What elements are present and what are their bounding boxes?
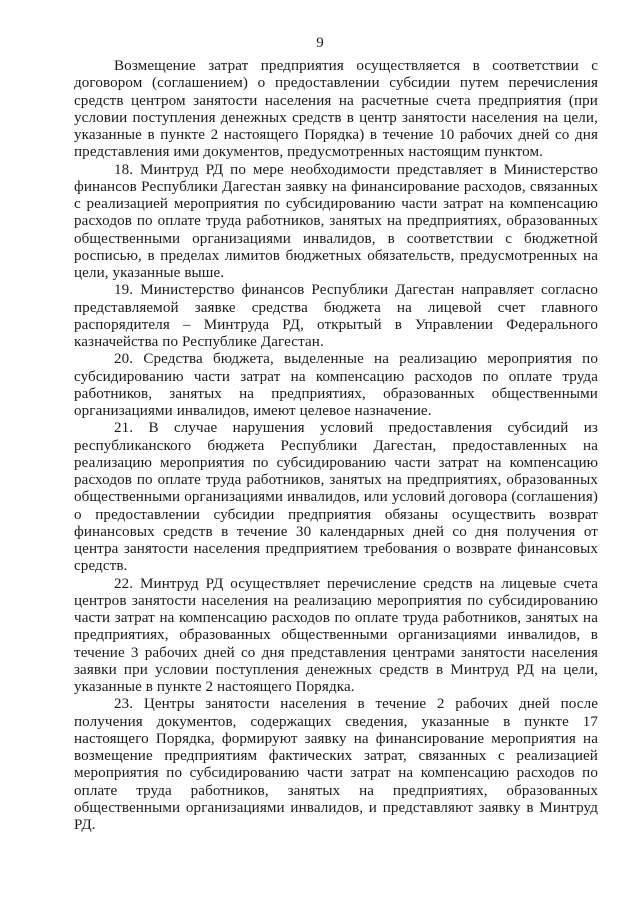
paragraph-22: 22. Минтруд РД осуществляет перечисление средств на лицевые счета центров занятости населения на реализацию мероприятия по субсидированию части затрат на компенсацию расходов по оплате труда работников, занятых на предприятиях, образованных общественными организациями инвалидов, в течение 3 рабочих дней со дня представления центрами занятости населения заявки при условии поступления денежных средств в Минтруд РД на цели, указанные в пункте 2 настоящего Порядка. (74, 575, 598, 695)
paragraph-reimbursement: Возмещение затрат предприятия осуществляется в соответствии с договором (соглашением) о предоставлении субсидии путем перечисления средств центром занятости населения на расчетные счета предприятия (при условии поступления денежных средств в центр занятости населения на цели, указанные в пункте 2 настоящего Порядка) в течение 10 рабочих дней со дня представления ими документов, предусмотренных настоящим пунктом. (74, 58, 598, 161)
paragraph-20: 20. Средства бюджета, выделенные на реализацию мероприятия по субсидированию части затрат на компенсацию расходов по оплате труда работников, занятых на предприятиях, образованных общественными организациями инвалидов, имеют целевое назначение. (74, 351, 598, 419)
paragraph-18: 18. Минтруд РД по мере необходимости представляет в Министерство финансов Республики Дагестан заявку на финансирование расходов, связанных с реализацией мероприятия по субсидированию части затрат на компенсацию расходов по оплате труда работников, занятых на предприятиях, образованных общественными организациями инвалидов, в соответствии с бюджетной росписью, в пределах лимитов бюджетных обязательств, предусмотренных на цели, указанные выше. (74, 161, 598, 281)
paragraph-19: 19. Министерство финансов Республики Дагестан направляет согласно представляемой заявке средства бюджета на лицевой счет главного распорядителя – Минтруда РД, открытый в Управлении Федерального казначейства по Республике Дагестан. (74, 282, 598, 350)
paragraph-23: 23. Центры занятости населения в течение 2 рабочих дней после получения документов, содержащих сведения, указанные в пункте 17 настоящего Порядка, формируют заявку на финансирование мероприятия на возмещение предприятиям фактических затрат, связанных с реализацией мероприятия по субсидированию части затрат на компенсацию расходов по оплате труда работников, занятых на предприятиях, образованных общественными организациями инвалидов, и представляют заявку в Минтруд РД. (74, 696, 598, 833)
paragraph-21: 21. В случае нарушения условий предоставления субсидий из республиканского бюджета Республики Дагестан, предоставленных на реализацию мероприятия по субсидированию части затрат на компенсацию расходов по оплате труда работников, занятых на предприятиях, образованных общественными организациями инвалидов, или условий договора (соглашения) о предоставлении субсидии предприятия обязаны осуществить возврат финансовых средств в течение 30 календарных дней со дня получения от центра занятости населения предприятием требования о возврате финансовых средств. (74, 420, 598, 575)
page-number: 9 (316, 35, 324, 51)
